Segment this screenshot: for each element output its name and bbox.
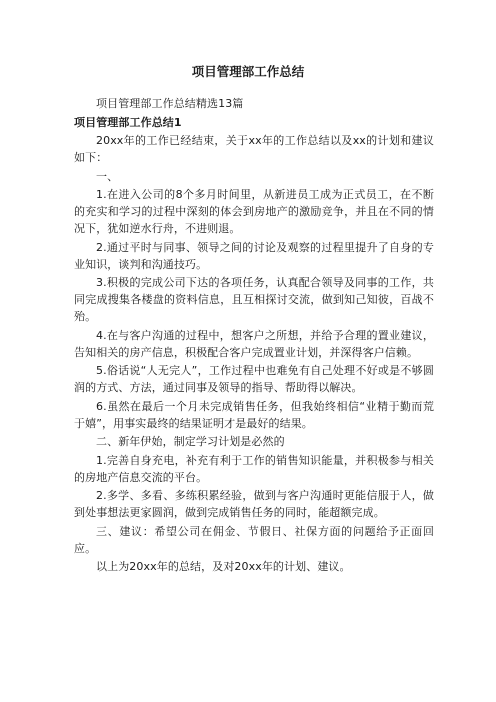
paragraph: 1.完善自身充电，补充有利于工作的销售知识能量，并积极参与相关的房地产信息交流的平台。	[74, 453, 434, 484]
paragraph: 三、建议：希望公司在佣金、节假日、社保方面的问题给予正面回应。	[74, 524, 434, 555]
paragraph: 2.通过平时与同事、领导之间的讨论及观察的过程里提升了自身的专业知识，谈判和沟通技巧。	[74, 240, 434, 271]
paragraph: 2.多学、多看、多练积累经验，做到与客户沟通时更能信服于人，做到处事想法更家圆润，做到完成销售任务的同时，能超额完成。	[74, 489, 434, 519]
paragraph: 6.虽然在最后一个月未完成销售任务，但我始终相信“业精于勤而荒于嬉”，用事实最终的结果证明才是最好的结果。	[74, 399, 434, 430]
document-subtitle: 项目管理部工作总结精选13篇	[96, 97, 244, 110]
paragraph: 二、新年伊始，制定学习计划是必然的	[96, 435, 285, 448]
paragraph: 3.积极的完成公司下达的各项任务，认真配合领导及同事的工作，共同完成搜集各楼盘的资料信息，且互相探讨交流，做到知己知彼，百战不殆。	[74, 276, 434, 323]
paragraph: 20xx年的工作已经结束，关于xx年的工作总结以及xx的计划和建议如下：	[74, 134, 434, 164]
document-title: 项目管理部工作总结	[191, 64, 305, 79]
paragraph: 以上为20xx年的总结，及对20xx年的计划、建议。	[96, 560, 351, 573]
paragraph: 1.在进入公司的8个多月时间里，从新进员工成为正式员工，在不断的充实和学习的过程中深刻的体会到房地产的激励竞争，并且在不同的情况下，犹如逆水行舟，不进则退。	[74, 188, 434, 235]
paragraph: 4.在与客户沟通的过程中，想客户之所想，并给予合理的置业建议，告知相关的房产信息，积极配合客户完成置业计划，并深得客户信赖。	[74, 328, 434, 359]
paragraph: 一、	[96, 169, 119, 183]
paragraph: 5.俗话说“人无完人”，工作过程中也难免有自己处理不好或是不够圆润的方式、方法，通过同事及领导的指导、帮助得以解决。	[74, 364, 434, 394]
document-body	[74, 95, 434, 577]
section-heading: 项目管理部工作总结1	[74, 115, 182, 129]
